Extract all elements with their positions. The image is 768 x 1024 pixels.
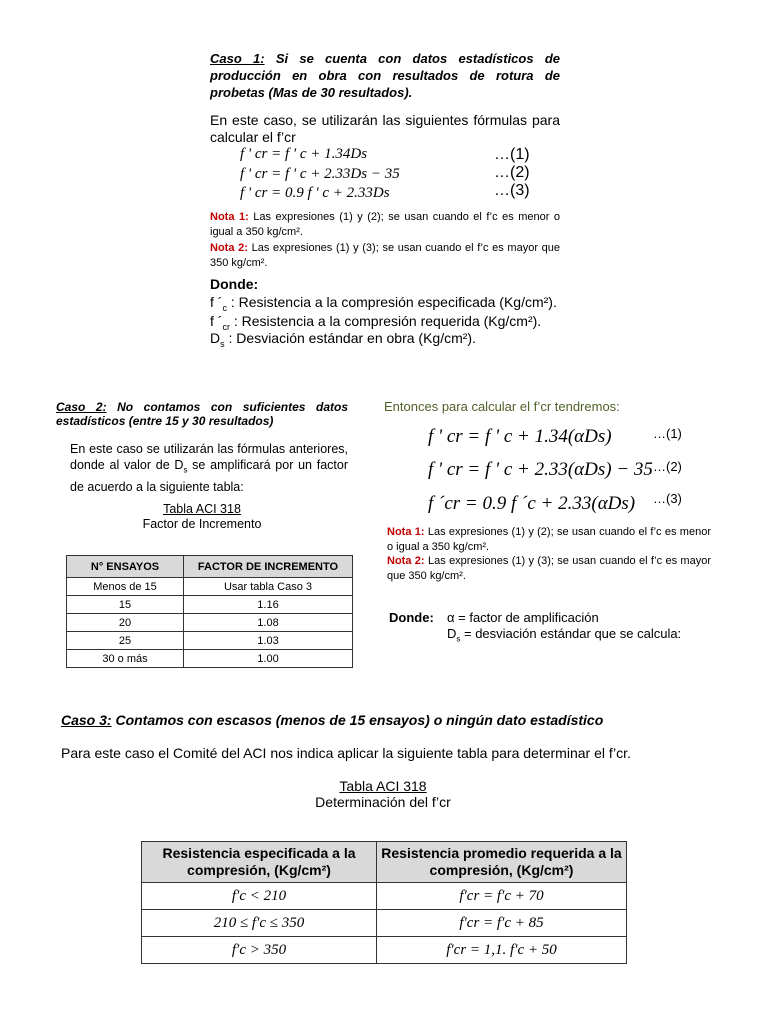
table-row <box>142 937 627 964</box>
caso2-formula-1: f ' cr = f ' c + 1.34(αDs) <box>428 426 612 447</box>
caso2-nota2-text: Las expresiones (1) y (3); se usan cuando el f’c es mayor que 350 kg/cm². <box>387 555 711 582</box>
fcr-table <box>141 841 627 964</box>
table-cell: f′cr = f′c + 70 <box>377 883 627 910</box>
caso1-def-fcr-text: : Resistencia a la compresión requerida (Kg/cm²). <box>229 313 542 329</box>
caso1-def-fc-sym: f ´ <box>210 294 223 310</box>
table-cell: 20 <box>67 614 184 632</box>
caso1-def-ds-sub: s <box>220 338 225 349</box>
table-cell: f′cr = f′c + 85 <box>377 910 627 937</box>
table-row <box>67 578 353 596</box>
table-cell: f′cr = 1,1. f′c + 50 <box>377 937 627 964</box>
caso2-label: Caso 2: <box>56 400 107 414</box>
caso2-intro-b: se amplificará por un factor de acuerdo a la siguiente tabla: <box>70 458 348 494</box>
factor-table-header-ensayos: N° ENSAYOS <box>67 556 184 578</box>
caso2-nota2 <box>387 554 711 584</box>
fcr-table-header-especificada: Resistencia especificada a la compresión, (Kg/cm²) <box>142 842 377 883</box>
table-cell: 1.00 <box>184 650 353 668</box>
caso2-intro <box>70 441 348 495</box>
table-cell: 15 <box>67 596 184 614</box>
caso1-def-fc-text: : Resistencia a la compresión especificada (Kg/cm²). <box>226 294 557 310</box>
caso1-title <box>210 50 560 101</box>
table-cell: 1.16 <box>184 596 353 614</box>
table-row <box>67 596 353 614</box>
caso3-label: Caso 3: <box>61 712 112 728</box>
caso2-entonces: Entonces para calcular el f’cr tendremos: <box>384 399 620 414</box>
caso2-nota1 <box>387 525 711 555</box>
caso1-nota2-text: Las expresiones (1) y (3); se usan cuando el f’c es mayor que 350 kg/cm². <box>210 242 561 269</box>
caso1-def-fc-sub: c <box>222 302 227 313</box>
caso3-intro: Para este caso el Comité del ACI nos indica aplicar la siguiente tabla para determinar el f’cr. <box>61 745 631 761</box>
caso2-formula-2: f ' cr = f ' c + 2.33(αDs) − 35 <box>428 459 653 480</box>
caso1-def-fcr <box>210 313 541 332</box>
caso1-nota1-text: Las expresiones (1) y (2); se usan cuando el f’c es menor o igual a 350 kg/cm². <box>210 211 560 238</box>
caso3-table-title: Tabla ACI 318 <box>339 778 427 794</box>
caso2-title <box>56 400 348 428</box>
caso1-ref-2: …(2) <box>494 164 530 181</box>
table-cell: 1.08 <box>184 614 353 632</box>
caso2-table-subtitle: Factor de Incremento <box>142 517 262 531</box>
caso1-title-text: Si se cuenta con datos estadísticos de producción en obra con resultados de rotura de probetas (Mas de 30 resultados). <box>210 51 560 100</box>
caso1-ref-3: …(3) <box>494 182 530 199</box>
table-row <box>142 883 627 910</box>
caso1-def-ds-text: : Desviación estándar en obra (Kg/cm²). <box>224 330 476 346</box>
caso2-ref-3: …(3) <box>653 491 682 506</box>
caso1-def-fcr-sym: f ´ <box>210 313 223 329</box>
caso2-ref-1: …(1) <box>653 426 682 441</box>
caso2-donde-ds-sym: D <box>447 626 457 641</box>
caso1-def-ds-sym: D <box>210 330 221 346</box>
factor-table-header <box>67 556 353 578</box>
caso1-donde: Donde: <box>210 276 259 292</box>
caso1-label: Caso 1: <box>210 51 265 66</box>
caso1-def-fc <box>210 294 557 313</box>
caso2-nota1-label: Nota 1: <box>387 526 425 538</box>
table-cell: 1.03 <box>184 632 353 650</box>
caso1-def-ds <box>210 330 476 349</box>
caso2-intro-a: En este caso se utilizarán las fórmulas anteriores, donde al valor de D <box>70 442 348 472</box>
caso2-ref-2: …(2) <box>653 459 682 474</box>
caso3-table-subtitle: Determinación del f’cr <box>315 794 451 810</box>
caso2-donde: Donde: <box>389 610 434 625</box>
table-cell: f′c > 350 <box>142 937 377 964</box>
factor-table <box>66 555 353 668</box>
fcr-table-header-requerida: Resistencia promedio requerida a la compresión, (Kg/cm²) <box>377 842 627 883</box>
table-cell: Usar tabla Caso 3 <box>184 578 353 596</box>
caso2-donde-ds-text: = desviación estándar que se calcula: <box>460 626 682 641</box>
caso1-def-fcr-sub: cr <box>222 321 230 332</box>
table-row <box>67 650 353 668</box>
caso2-donde-ds-sub: s <box>456 634 461 644</box>
table-cell: 210 ≤ f′c ≤ 350 <box>142 910 377 937</box>
caso1-nota1-label: Nota 1: <box>210 211 249 223</box>
caso1-intro <box>210 112 560 146</box>
table-row <box>67 614 353 632</box>
factor-table-header-factor: FACTOR DE INCREMENTO <box>184 556 353 578</box>
caso2-formula-3: f ´cr = 0.9 f ´c + 2.33(αDs) <box>428 493 636 514</box>
caso2-donde-ds <box>447 626 681 644</box>
table-cell: 25 <box>67 632 184 650</box>
table-row <box>142 910 627 937</box>
caso1-formula-1: f ' cr = f ' c + 1.34Ds <box>240 146 368 162</box>
table-cell: f′c < 210 <box>142 883 377 910</box>
caso3-title-text: Contamos con escasos (menos de 15 ensayos) o ningún dato estadístico <box>111 712 604 728</box>
caso3-title <box>61 712 603 728</box>
table-row <box>67 632 353 650</box>
caso1-nota1 <box>210 210 560 240</box>
caso1-ref-1: …(1) <box>494 146 530 163</box>
caso2-donde-alpha: α = factor de amplificación <box>447 610 599 625</box>
fcr-table-header <box>142 842 627 883</box>
caso2-table-title: Tabla ACI 318 <box>163 502 241 516</box>
caso1-formula-2: f ' cr = f ' c + 2.33Ds − 35 <box>240 166 400 182</box>
caso2-title-text: No contamos con suficientes datos estadísticos (entre 15 y 30 resultados) <box>56 400 348 428</box>
table-cell: 30 o más <box>67 650 184 668</box>
caso1-intro-text: En este caso, se utilizarán las siguientes fórmulas para calcular el f’cr <box>210 112 560 145</box>
table-cell: Menos de 15 <box>67 578 184 596</box>
caso2-nota2-label: Nota 2: <box>387 555 425 567</box>
caso2-nota1-text: Las expresiones (1) y (2); se usan cuando el f’c es menor o igual a 350 kg/cm². <box>387 526 711 553</box>
caso1-nota2 <box>210 241 560 271</box>
caso1-nota2-label: Nota 2: <box>210 242 248 254</box>
caso1-formula-3: f ' cr = 0.9 f ' c + 2.33Ds <box>240 185 390 201</box>
caso2-intro-sub: s <box>183 465 188 475</box>
